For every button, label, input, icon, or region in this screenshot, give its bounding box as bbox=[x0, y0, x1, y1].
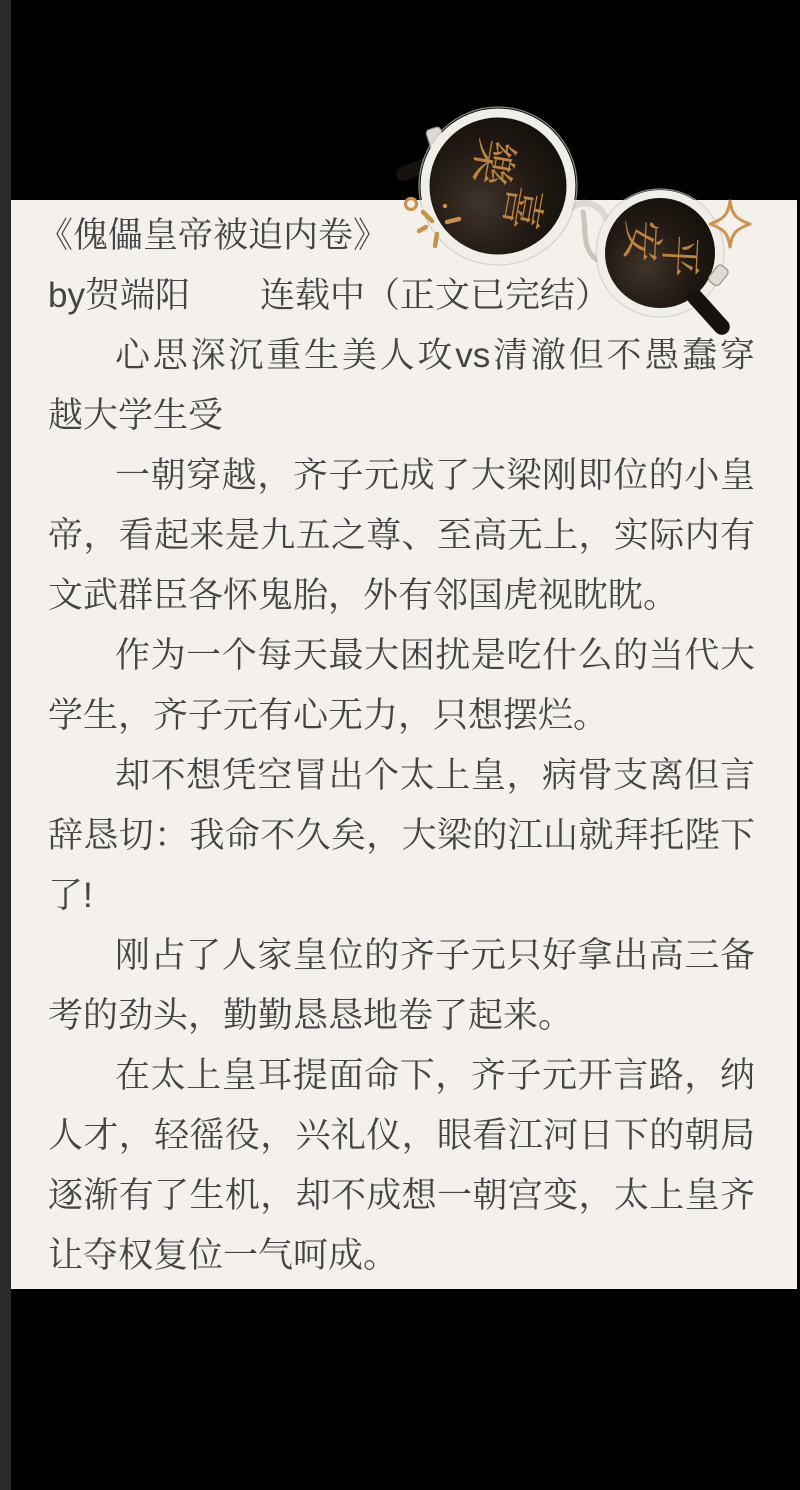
text-line: 了! bbox=[48, 876, 93, 915]
right-lens-doodle-char-1: 安 bbox=[617, 218, 667, 264]
text-line: 刚占了人家皇位的齐子元只好拿出高三备 bbox=[115, 936, 755, 975]
text-line: 逐渐有了生机，却不成想一朝宫变，太上皇齐 bbox=[48, 1176, 755, 1215]
text-line: 却不想凭空冒出个太上皇，病骨支离但言 bbox=[115, 756, 755, 795]
text-line: 学生，齐子元有心无力，只想摆烂。 bbox=[48, 696, 609, 735]
right-temple-arm bbox=[684, 286, 733, 338]
novel-title: 《傀儡皇帝被迫内卷》 bbox=[38, 216, 389, 255]
left-lens-doodle-char-2: 喜 bbox=[494, 182, 550, 234]
text-line: 在太上皇耳提面命下，齐子元开言路，纳 bbox=[115, 1056, 755, 1095]
text-line: 文武群臣各怀鬼胎，外有邻国虎视眈眈。 bbox=[48, 576, 679, 615]
ring-sparkle-icon bbox=[406, 199, 417, 210]
text-line: 帝，看起来是九五之尊、至高无上，实际内有 bbox=[48, 516, 755, 555]
text-line: 越大学生受 bbox=[48, 396, 224, 435]
text-line: 辞恳切：我命不久矣，大梁的江山就拜托陛下 bbox=[48, 816, 755, 855]
text-line: 让夺权复位一气呵成。 bbox=[48, 1236, 399, 1275]
novel-description bbox=[38, 206, 755, 1286]
text-line: 一朝穿越，齐子元成了大梁刚即位的小皇 bbox=[115, 456, 755, 495]
text-line: 心思深沉重生美人攻vs清澈但不愚蠢穿 bbox=[115, 336, 755, 375]
nose-wire bbox=[583, 212, 597, 260]
left-lens-doodle-char-1: 樂 bbox=[463, 134, 523, 190]
novel-body-lines bbox=[48, 326, 755, 1286]
letterbox-left-strip bbox=[0, 0, 11, 1490]
sunglasses-illustration bbox=[385, 100, 770, 355]
content-panel bbox=[11, 200, 797, 1289]
text-line: 考的劲头，勤勤恳恳地卷了起来。 bbox=[48, 996, 574, 1035]
right-lens-doodle-char-2: 平 bbox=[655, 233, 705, 279]
text-line: 作为一个每天最大困扰是吃什么的当代大 bbox=[115, 636, 755, 675]
novel-byline: by贺端阳 连载中（正文已完结） bbox=[48, 276, 610, 315]
text-line: 人才，轻徭役，兴礼仪，眼看江河日下的朝局 bbox=[48, 1116, 755, 1155]
